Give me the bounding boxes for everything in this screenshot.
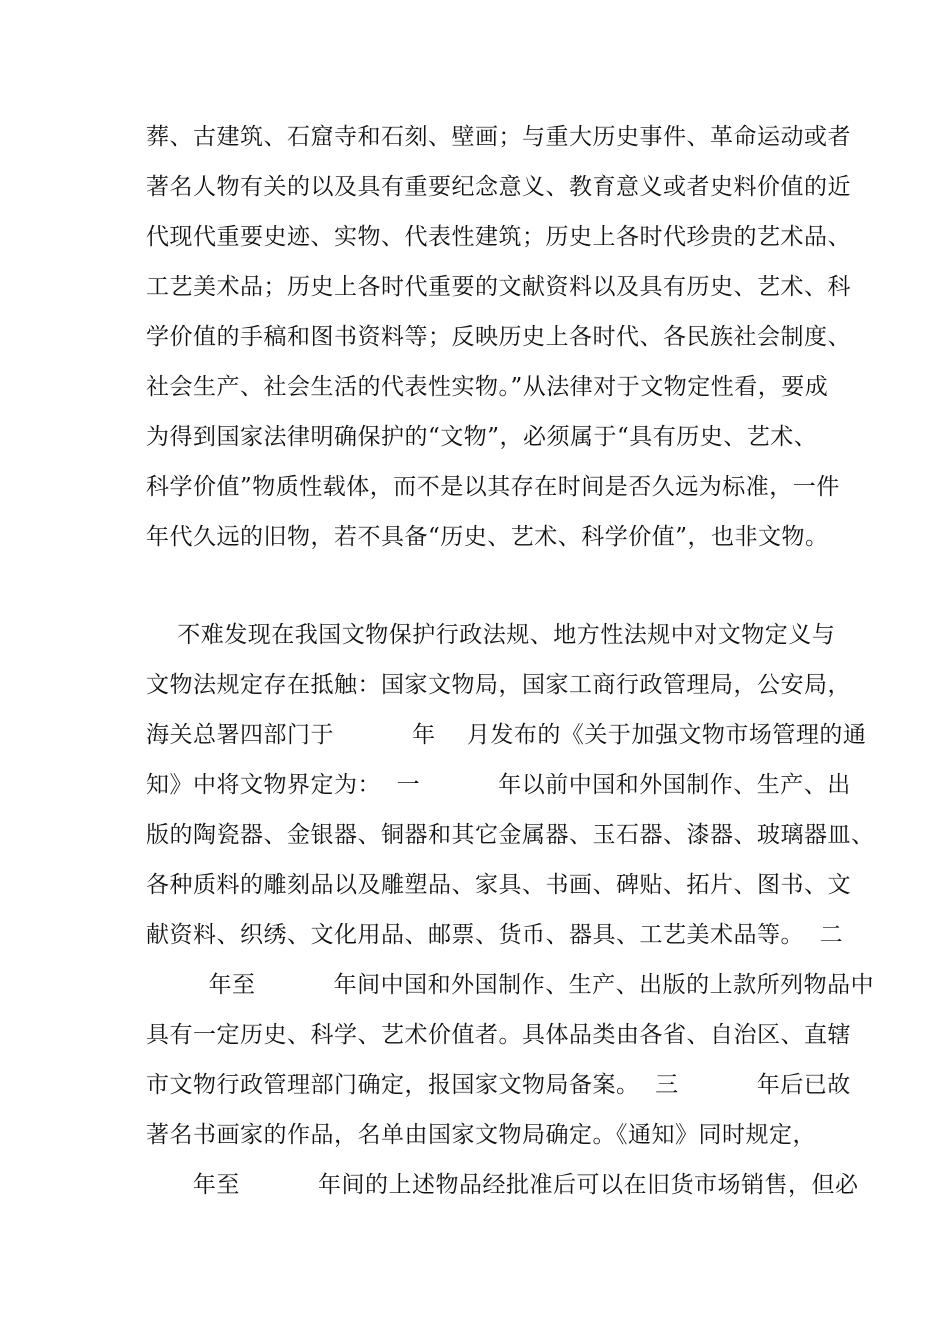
- text-line: 为得到国家法律明确保护的“文物”，必须属于“具有历史、艺术、: [146, 424, 818, 450]
- text-line: 年至 年间的上述物品经批准后可以在旧货市场销售，但必: [146, 1172, 859, 1198]
- text-line: 具有一定历史、科学、艺术价值者。具体品类由各省、自治区、直辖: [146, 1022, 851, 1048]
- text-line: 不难发现在我国文物保护行政法规、地方性法规中对文物定义与: [146, 622, 836, 648]
- text-line: 年代久远的旧物，若不具备“历史、艺术、科学价值”，也非文物。: [146, 524, 829, 550]
- text-line: 代现代重要史迹、实物、代表性建筑；历史上各时代珍贵的艺术品、: [146, 224, 851, 250]
- text-line: 著名书画家的作品，名单由国家文物局确定。《通知》同时规定，: [146, 1122, 816, 1148]
- text-line: 葬、古建筑、石窟寺和石刻、壁画；与重大历史事件、革命运动或者: [146, 124, 851, 150]
- text-line: 版的陶瓷器、金银器、铜器和其它金属器、玉石器、漆器、玻璃器皿、: [146, 822, 875, 848]
- text-line: 文物法规定存在抵触：国家文物局，国家工商行政管理局，公安局，: [146, 672, 851, 698]
- text-line: 社会生产、社会生活的代表性实物。”从法律对于文物定性看，要成: [146, 374, 829, 400]
- text-line: 市文物行政管理部门确定，报国家文物局备案。 三 年后已故: [146, 1072, 851, 1098]
- text-line: 海关总署四部门于 年 月发布的《关于加强文物市场管理的通: [146, 722, 867, 748]
- text-line: 知》中将文物界定为： 一 年以前中国和外国制作、生产、出: [146, 772, 851, 798]
- text-line: 各种质料的雕刻品以及雕塑品、家具、书画、碑贴、拓片、图书、文: [146, 872, 851, 898]
- text-line: 学价值的手稿和图书资料等；反映历史上各时代、各民族社会制度、: [146, 324, 851, 350]
- text-line: 年至 年间中国和外国制作、生产、出版的上款所列物品中: [146, 972, 875, 998]
- text-line: 献资料、织绣、文化用品、邮票、货币、器具、工艺美术品等。 二: [146, 922, 844, 948]
- text-line: 科学价值”物质性载体，而不是以其存在时间是否久远为标准，一件: [146, 474, 840, 500]
- text-line: 工艺美术品；历史上各时代重要的文献资料以及具有历史、艺术、科: [146, 274, 851, 300]
- text-line: 著名人物有关的以及具有重要纪念意义、教育意义或者史料价值的近: [146, 174, 851, 200]
